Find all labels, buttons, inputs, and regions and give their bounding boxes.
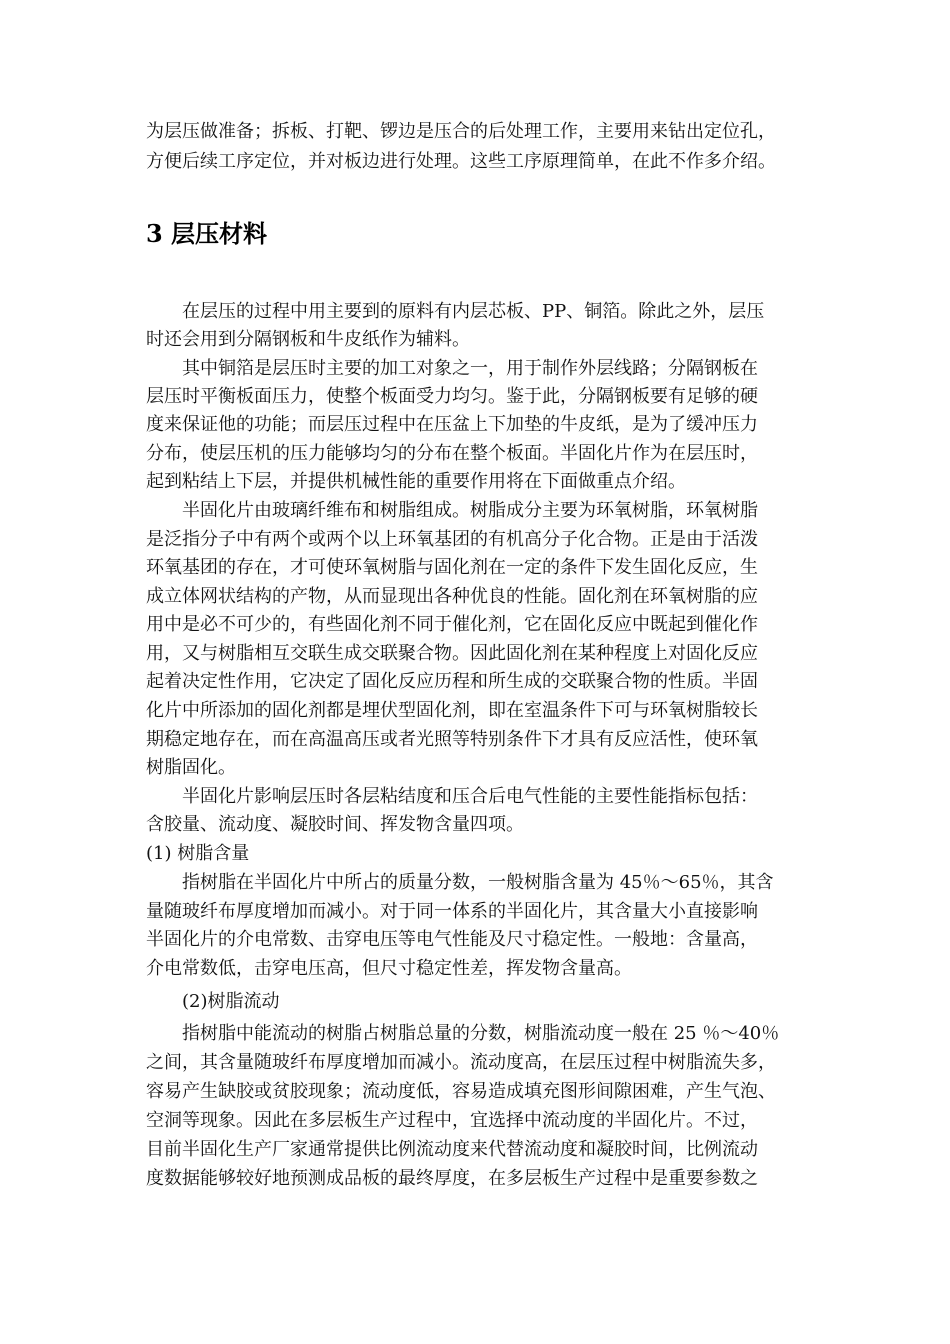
body-line: 起到粘结上下层，并提供机械性能的重要作用将在下面做重点介绍。 (146, 471, 686, 492)
section-heading: 3 层压材料 (146, 219, 268, 248)
body-line: 期稳定地存在，而在高温高压或者光照等特别条件下才具有反应活性，使环氧 (146, 729, 758, 750)
intro-line: 方便后续工序定位，并对板边进行处理。这些工序原理简单，在此不作多介绍。 (146, 151, 776, 172)
subheading-resin-flow: (2)树脂流动 (146, 991, 280, 1012)
intro-line: 为层压做准备；拆板、打靶、锣边是压合的后处理工作，主要用来钻出定位孔， (146, 121, 776, 142)
body-line: 时还会用到分隔钢板和牛皮纸作为辅料。 (146, 329, 470, 350)
body-line: 含胶量、流动度、凝胶时间、挥发物含量四项。 (146, 814, 524, 835)
body-line: 用中是必不可少的，有些固化剂不同于催化剂，它在固化反应中既起到催化作 (146, 614, 758, 635)
body-line: 半固化片影响层压时各层粘结度和压合后电气性能的主要性能指标包括： (146, 786, 758, 807)
body-line: 分布，使层压机的压力能够均匀的分布在整个板面。半固化片作为在层压时， (146, 443, 758, 464)
body-line: 指树脂中能流动的树脂占树脂总量的分数，树脂流动度一般在 25 ％～40％ (146, 1023, 780, 1044)
body-line: 介电常数低，击穿电压高，但尺寸稳定性差，挥发物含量高。 (146, 958, 632, 979)
subheading-resin-content: (1) 树脂含量 (146, 843, 250, 864)
body-line: 其中铜箔是层压时主要的加工对象之一，用于制作外层线路；分隔钢板在 (146, 358, 758, 379)
body-line: 层压时平衡板面压力，使整个板面受力均匀。鉴于此，分隔钢板要有足够的硬 (146, 386, 758, 407)
body-line: 度数据能够较好地预测成品板的最终厚度，在多层板生产过程中是重要参数之 (146, 1168, 758, 1189)
body-line: 半固化片由玻璃纤维布和树脂组成。树脂成分主要为环氧树脂，环氧树脂 (146, 500, 758, 521)
body-line: 空洞等现象。因此在多层板生产过程中，宜选择中流动度的半固化片。不过， (146, 1110, 758, 1131)
body-line: 容易产生缺胶或贫胶现象；流动度低，容易造成填充图形间隙困难，产生气泡、 (146, 1081, 776, 1102)
body-line: 起着决定性作用，它决定了固化反应历程和所生成的交联聚合物的性质。半固 (146, 671, 758, 692)
body-line: 目前半固化生产厂家通常提供比例流动度来代替流动度和凝胶时间，比例流动 (146, 1139, 758, 1160)
body-line: 成立体网状结构的产物，从而显现出各种优良的性能。固化剂在环氧树脂的应 (146, 586, 758, 607)
body-line: 半固化片的介电常数、击穿电压等电气性能及尺寸稳定性。一般地：含量高， (146, 929, 758, 950)
body-line: 用，又与树脂相互交联生成交联聚合物。因此固化剂在某种程度上对固化反应 (146, 643, 758, 664)
body-line: 量随玻纤布厚度增加而减小。对于同一体系的半固化片，其含量大小直接影响 (146, 901, 758, 922)
body-line: 环氧基团的存在，才可使环氧树脂与固化剂在一定的条件下发生固化反应，生 (146, 557, 758, 578)
body-line: 度来保证他的功能；而层压过程中在压盆上下加垫的牛皮纸，是为了缓冲压力 (146, 414, 758, 435)
body-line: 化片中所添加的固化剂都是埋伏型固化剂，即在室温条件下可与环氧树脂较长 (146, 700, 758, 721)
body-line: 指树脂在半固化片中所占的质量分数，一般树脂含量为 45％～65％，其含 (146, 872, 774, 893)
body-line: 之间，其含量随玻纤布厚度增加而减小。流动度高，在层压过程中树脂流失多， (146, 1052, 776, 1073)
body-line: 是泛指分子中有两个或两个以上环氧基团的有机高分子化合物。正是由于活泼 (146, 529, 758, 550)
body-line: 树脂固化。 (146, 757, 236, 778)
body-line: 在层压的过程中用主要到的原料有内层芯板、PP、铜箔。除此之外，层压 (146, 301, 765, 322)
